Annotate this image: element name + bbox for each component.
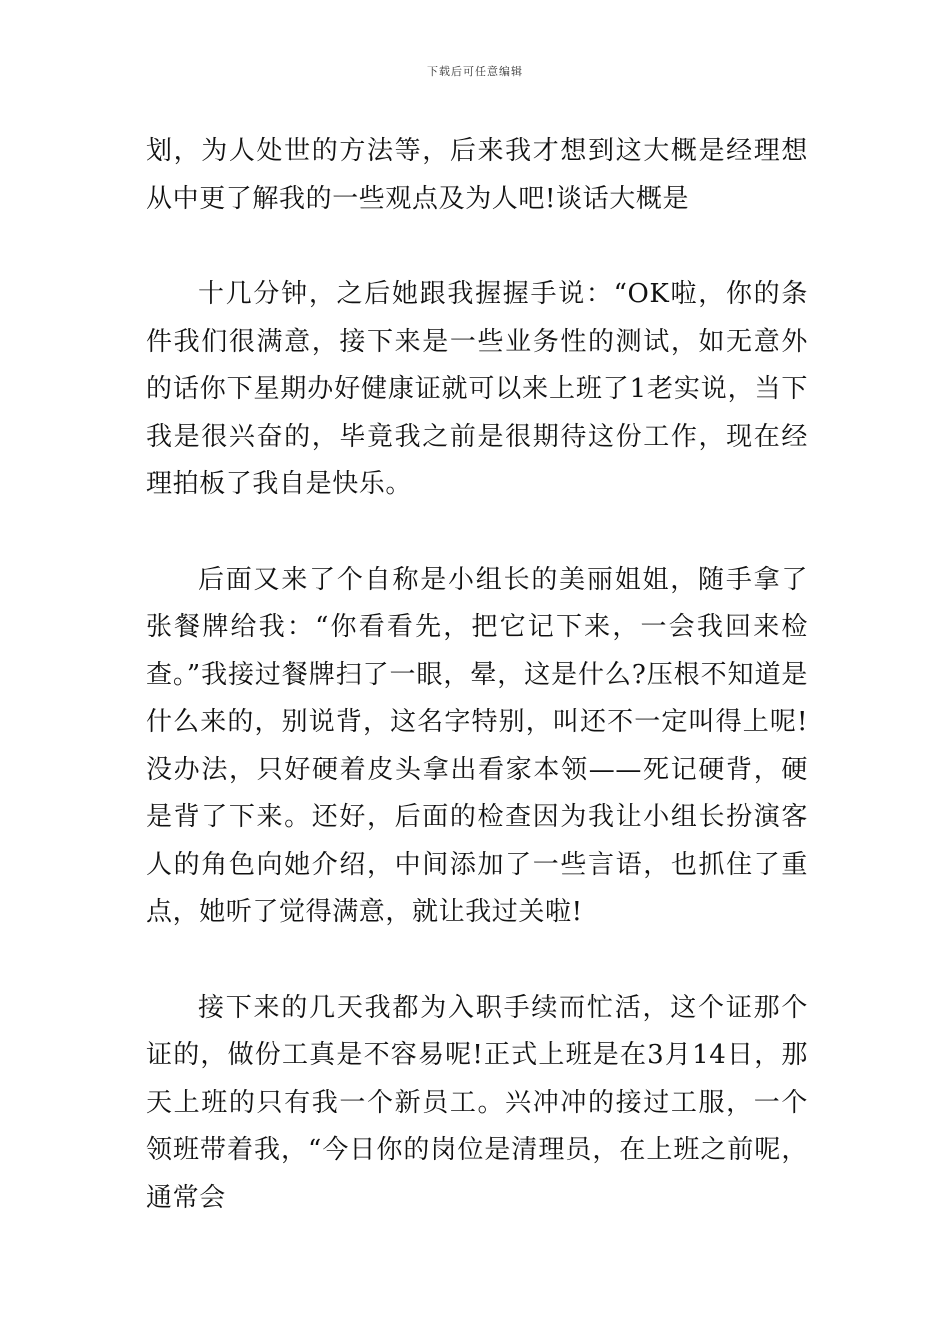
paragraph-gap <box>146 223 808 271</box>
paragraph-4: 接下来的几天我都为入职手续而忙活，这个证那个证的，做份工真是不容易呢!正式上班是在3月14日，那天上班的只有我一个新员工。兴冲冲的接过工服，一个领班带着我，“今日你的岗位是清理员，在上班之前呢，通常会 <box>146 992 808 1213</box>
paragraph-gap <box>146 509 808 557</box>
document-body <box>146 128 808 1222</box>
paragraph-1: 划，为人处世的方法等，后来我才想到这大概是经理想从中更了解我的一些观点及为人吧!谈话大概是 <box>146 136 808 214</box>
paragraph-3: 后面又来了个自称是小组长的美丽姐姐，随手拿了张餐牌给我：“你看看先，把它记下来，一会我回来检查。”我接过餐牌扫了一眼，晕，这是什么?压根不知道是什么来的，别说背，这名字特别，叫还不一定叫得上呢!没办法，只好硬着皮头拿出看家本领——死记硬背，硬是背了下来。还好，后面的检查因为我让小组长扮演客人的角色向她介绍，中间添加了一些言语，也抓住了重点，她听了觉得满意，就让我过关啦! <box>146 564 808 927</box>
page-header: 下载后可任意编辑 <box>427 65 523 78</box>
paragraph-gap <box>146 937 808 985</box>
paragraph-2: 十几分钟，之后她跟我握握手说：“OK啦，你的条件我们很满意，接下来是一些业务性的测试，如无意外的话你下星期办好健康证就可以来上班了1老实说，当下我是很兴奋的，毕竟我之前是很期待这份工作，现在经理拍板了我自是快乐。 <box>146 279 808 499</box>
